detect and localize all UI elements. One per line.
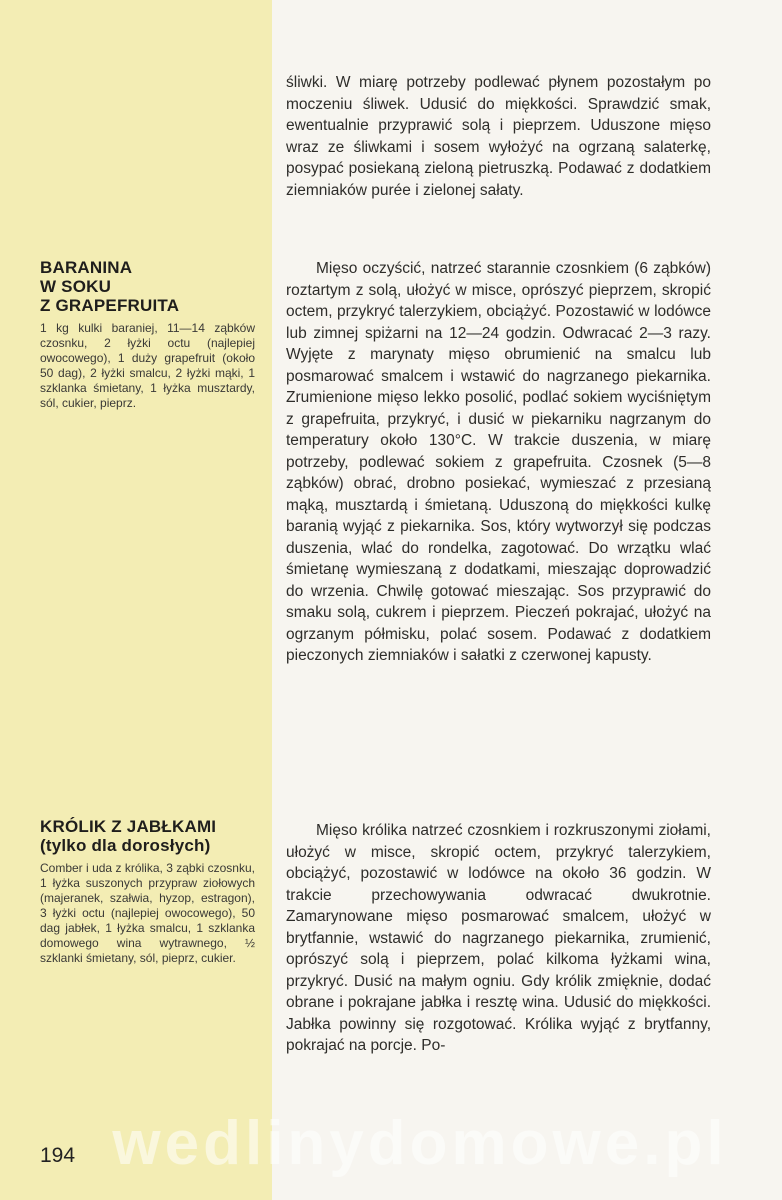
- recipe-header-baranina: [40, 258, 255, 411]
- paragraph-krolik-method: Mięso królika natrzeć czosnkiem i rozkruszonymi ziołami, ułożyć w misce, skropić octem, przykryć talerzykiem, obciążyć, pozostawić w lodówce na około 36 godzin. W trakcie przechowywania odwracać dwukrotnie. Zamarynowane mięso posmarować smalcem, ułożyć w brytfannie, wstawić do nagrzanego piekarnika, zrumienić, oprószyć solą i pieprzem, polać kilkoma łyżkami wina, przykryć. Dusić na małym ogniu. Gdy królik zmięknie, dodać obrane i pokrajane jabłka i resztę wina. Udusić do miękkości. Jabłka powinny się rozgotować. Królika wyjąć z brytfanny, pokrajać na porcje. Po-: [286, 822, 711, 1054]
- paragraph-baranina-method: Mięso oczyścić, natrzeć starannie czosnkiem (6 ząbków) roztartym z solą, ułożyć w misce, oprószyć pieprzem, skropić octem, przykryć talerzykiem, obciążyć. Pozostawić w lodówce lub zimnej spiżarni na 12—24 godzin. Odwracać 2—3 razy. Wyjęte z marynaty mięso obrumienić na smalcu lub posmarować smalcem i wstawić do nagrzanego piekarnika. Zrumienione mięso lekko posolić, podlać sokiem wyciśniętym z grapefruita, przykryć, i dusić w piekarniku nagrzanym do temperatury około 130°C. W trakcie duszenia, w miarę potrzeby, podlewać sokiem z grapefruita. Czosnek (5—8 ząbków) obrać, drobno posiekać, wymieszać z przesianą mąką, musztardą i śmietaną. Uduszoną do miękkości kulkę baranią wyjąć z piekarnika. Sos, który wytworzył się podczas duszenia, wlać do rondelka, zagotować. Do wrzątku wlać śmietanę wymieszaną z dodatkami, mieszając doprowadzić do wrzenia. Chwilę gotować mieszając. Sos przyprawić do smaku solą, cukrem i pieprzem. Pieczeń pokrajać, ułożyć na ogrzanym półmisku, polać sosem. Podawać z dodatkiem pieczonych ziemniaków i sałatki z czerwonej kapusty.: [286, 260, 711, 664]
- recipe-title: BARANINA W SOKU Z GRAPEFRUITA: [40, 258, 180, 315]
- recipe-ingredients: Comber i uda z królika, 3 ząbki czosnku, 1 łyżka suszonych przypraw ziołowych (majeranek, szałwia, hyzop, estragon), 3 łyżki octu (najlepiej owocowego), 50 dag jabłek, 1 łyżka smalcu, 1 szklanka domowego wina wytrawnego, ½ szklanki śmietany, sól, pieprz, cukier.: [40, 861, 255, 965]
- recipe-title: KRÓLIK Z JABŁKAMI (tylko dla dorosłych): [40, 817, 217, 855]
- recipe-ingredients: 1 kg kulki baraniej, 11—14 ząbków czosnku, 2 łyżki octu (najlepiej owocowego), 1 duży grapefruit (około 50 dag), 2 łyżki smalcu, 2 łyżki mąki, 1 szklanka śmietany, 1 łyżka musztardy, sól, cukier, pieprz.: [40, 321, 255, 410]
- watermark: wedlinydomowe.pl: [112, 1109, 728, 1178]
- paragraph-continuation: śliwki. W miarę potrzeby podlewać płynem pozostałym po moczeniu śliwek. Udusić do miękkości. Sprawdzić smak, ewentualnie przyprawić solą i pieprzem. Uduszone mięso wraz ze śliwkami i sosem wyłożyć na ogrzaną salaterkę, posypać posiekaną zieloną pietruszką. Podawać z dodatkiem ziemniaków purée i zielonej sałaty.: [286, 74, 711, 199]
- page-number: 194: [40, 1144, 76, 1167]
- sidebar-column: [0, 0, 272, 1200]
- recipe-header-krolik: [40, 817, 255, 966]
